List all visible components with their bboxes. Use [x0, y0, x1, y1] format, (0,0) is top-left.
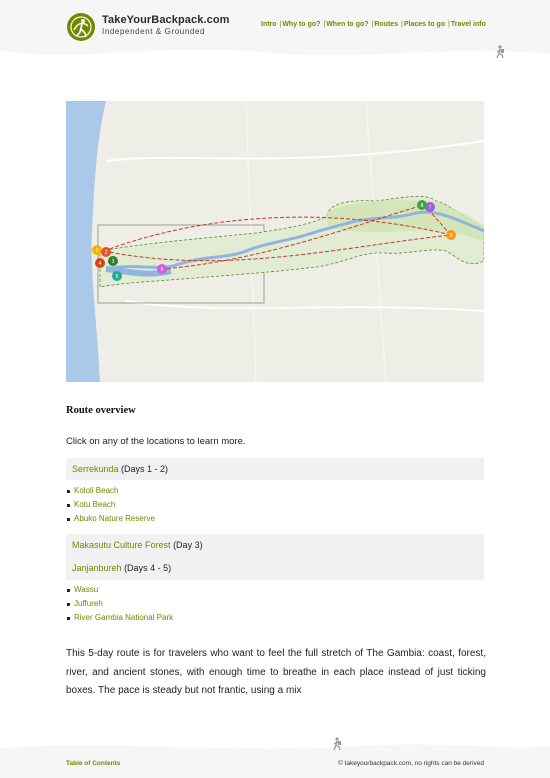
list-item [66, 597, 173, 611]
nav-separator: | [321, 21, 326, 28]
location-group-serrekunda [66, 458, 484, 480]
list-item [66, 484, 155, 498]
nav-travel-info[interactable]: Travel info [450, 21, 486, 28]
brand-tagline: Independent & Grounded [102, 27, 206, 36]
list-item [66, 611, 173, 625]
table-of-contents-link[interactable]: Table of Contents [66, 760, 121, 767]
map-marker[interactable] [157, 264, 167, 274]
map-marker[interactable] [108, 256, 118, 266]
location-link[interactable]: Makasutu Culture Forest [72, 540, 171, 550]
map-marker-label: 4 [98, 261, 102, 267]
map-marker-label: 3 [111, 259, 115, 265]
header-wave-decoration [0, 40, 550, 70]
nav-separator: | [369, 21, 374, 28]
map-marker[interactable] [95, 258, 105, 268]
place-link[interactable]: Kotu Beach [74, 500, 116, 509]
section-title: Route overview [66, 405, 136, 416]
location-group-janjanbureh [66, 557, 484, 580]
location-days: (Days 4 - 5) [124, 563, 172, 573]
location-group-makasutu [66, 534, 484, 557]
nav-separator: | [399, 21, 403, 28]
location-group-bar [66, 534, 484, 580]
nav-why-to-go[interactable]: Why to go? [282, 21, 321, 28]
body-paragraph: This 5-day route is for travelers who want to feel the full stretch of The Gambia: coast, forest, river, and ancient stones, with enough time to breathe in each place instead of just ticking boxes. The pace is steady but not frantic, using a mix [66, 648, 486, 696]
nav-places-to-go[interactable]: Places to go [403, 21, 446, 28]
list-item [66, 512, 155, 526]
map-marker-label: 8 [420, 203, 424, 209]
copyright-text: © takeyourbackpack.com, no rights can be derived [337, 760, 484, 767]
route-map[interactable] [66, 101, 484, 382]
map-marker[interactable] [101, 247, 111, 257]
map-marker-label: 6 [160, 267, 164, 273]
brand-name: TakeYourBackpack.com [102, 14, 230, 26]
map-marker-label: 7 [428, 205, 432, 211]
place-link[interactable]: Abuko Nature Reserve [74, 514, 155, 523]
place-link[interactable]: Kololi Beach [74, 486, 119, 495]
map-marker[interactable] [446, 230, 456, 240]
nav-intro[interactable]: Intro [261, 21, 277, 28]
top-navigation [261, 21, 486, 28]
place-link[interactable]: Juffureh [74, 599, 103, 608]
intro-text: Click on any of the locations to learn more. [66, 436, 246, 447]
hiker-icon [331, 737, 343, 751]
list-item [66, 498, 155, 512]
logo-icon[interactable] [66, 12, 96, 42]
location-days: (Days 1 - 2) [121, 464, 169, 474]
nav-separator: | [277, 21, 282, 28]
brand[interactable] [102, 14, 230, 36]
place-list [66, 583, 173, 625]
place-link[interactable]: River Gambia National Park [74, 613, 174, 622]
location-link[interactable]: Serrekunda [72, 464, 119, 474]
map-marker-label: 9 [449, 233, 453, 239]
map-marker-label: 5 [115, 274, 119, 280]
map-marker-label: 1 [95, 248, 99, 254]
nav-routes[interactable]: Routes [374, 21, 399, 28]
location-link[interactable]: Janjanbureh [72, 563, 122, 573]
place-link[interactable]: Wassu [74, 585, 99, 594]
map-marker-label: 2 [104, 250, 108, 256]
nav-when-to-go[interactable]: When to go? [326, 21, 369, 28]
location-days: (Day 3) [173, 540, 203, 550]
nav-separator: | [446, 21, 450, 28]
map-marker[interactable] [417, 200, 427, 210]
map-marker[interactable] [92, 245, 102, 255]
place-list [66, 484, 155, 526]
map-marker[interactable] [112, 271, 122, 281]
hiker-icon [494, 45, 506, 59]
list-item [66, 583, 173, 597]
